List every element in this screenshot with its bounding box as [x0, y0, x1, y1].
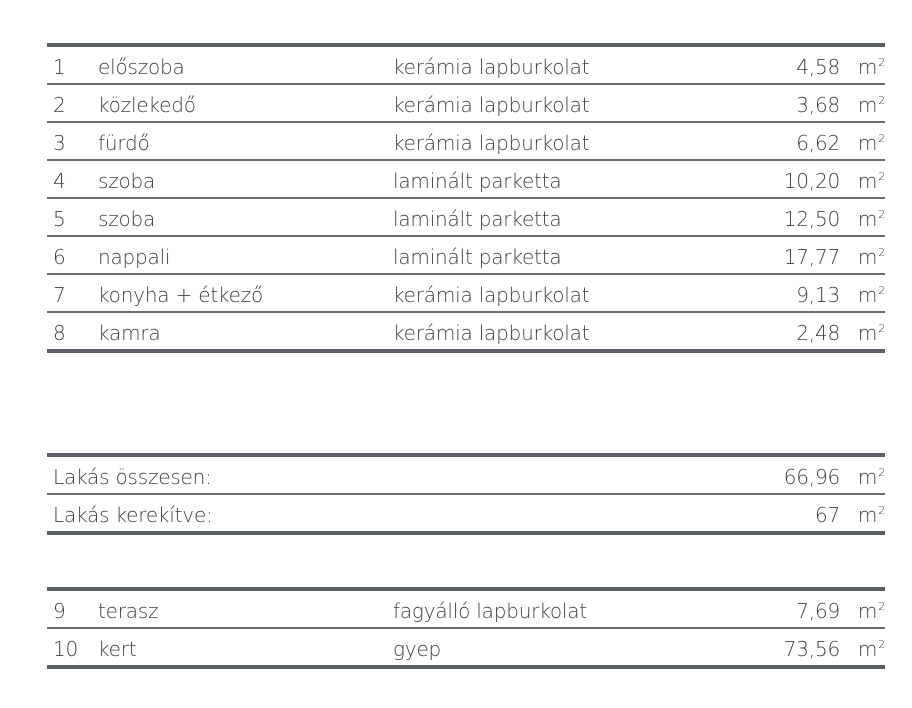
totals-table	[47, 453, 885, 535]
room-number: 10	[53, 637, 79, 661]
room-area: 2,48	[796, 321, 840, 345]
area-unit: $m^2$	[857, 599, 885, 623]
total-area: 66,96	[783, 465, 840, 489]
room-name: szoba	[98, 207, 156, 231]
floor-type: fagyálló lapburkolat	[393, 599, 587, 623]
room-name: közlekedő	[98, 93, 196, 117]
floor-type: kerámia lapburkolat	[393, 283, 590, 307]
area-unit: $m^2$	[857, 207, 885, 231]
area-unit: $m^2$	[857, 637, 885, 661]
room-name: terasz	[98, 599, 159, 623]
floor-type: kerámia lapburkolat	[393, 93, 590, 117]
floor-type: laminált parketta	[393, 245, 562, 269]
room-number: 8	[53, 321, 66, 345]
total-row	[47, 495, 885, 531]
room-number: 3	[53, 131, 66, 155]
room-area: 10,20	[783, 169, 840, 193]
room-name: fürdő	[98, 131, 150, 155]
room-number: 2	[53, 93, 66, 117]
area-unit: $m^2$	[857, 131, 885, 155]
table-row	[47, 237, 885, 275]
room-name: kamra	[98, 321, 161, 345]
table-row	[47, 123, 885, 161]
table-row	[47, 47, 885, 85]
room-area: 3,68	[796, 93, 840, 117]
total-label: Lakás összesen:	[53, 465, 212, 489]
table-row	[47, 591, 885, 629]
table-row	[47, 629, 885, 665]
room-number: 4	[53, 169, 66, 193]
room-number: 6	[53, 245, 66, 269]
area-unit: $m^2$	[857, 169, 885, 193]
floor-type: kerámia lapburkolat	[393, 131, 590, 155]
area-unit: $m^2$	[857, 465, 885, 489]
area-unit: $m^2$	[857, 503, 885, 527]
area-unit: $m^2$	[857, 245, 885, 269]
floor-type: laminált parketta	[393, 169, 562, 193]
room-number: 9	[53, 599, 66, 623]
room-number: 5	[53, 207, 66, 231]
total-row	[47, 457, 885, 495]
area-unit: $m^2$	[857, 55, 885, 79]
rooms-table	[47, 43, 885, 353]
floor-type: laminált parketta	[393, 207, 562, 231]
area-unit: $m^2$	[857, 283, 885, 307]
floor-type: gyep	[393, 637, 442, 661]
table-row	[47, 313, 885, 349]
room-name: nappali	[98, 245, 171, 269]
room-area: 17,77	[783, 245, 840, 269]
outdoor-table	[47, 587, 885, 669]
table-row	[47, 85, 885, 123]
total-label: Lakás kerekítve:	[53, 503, 213, 527]
room-name: kert	[98, 637, 137, 661]
floor-type: kerámia lapburkolat	[393, 55, 590, 79]
room-number: 1	[53, 55, 66, 79]
room-area: 12,50	[783, 207, 840, 231]
table-bottom-rule	[47, 665, 885, 669]
room-number: 7	[53, 283, 66, 307]
table-row	[47, 275, 885, 313]
table-row	[47, 161, 885, 199]
room-name: szoba	[98, 169, 156, 193]
room-area: 9,13	[796, 283, 840, 307]
room-area: 6,62	[796, 131, 840, 155]
room-area: 4,58	[796, 55, 840, 79]
floor-type: kerámia lapburkolat	[393, 321, 590, 345]
room-name: konyha + étkező	[98, 283, 264, 307]
area-unit: $m^2$	[857, 93, 885, 117]
table-row	[47, 199, 885, 237]
area-unit: $m^2$	[857, 321, 885, 345]
total-area: 67	[814, 503, 840, 527]
room-name: előszoba	[98, 55, 185, 79]
room-area: 7,69	[796, 599, 840, 623]
room-area: 73,56	[783, 637, 840, 661]
